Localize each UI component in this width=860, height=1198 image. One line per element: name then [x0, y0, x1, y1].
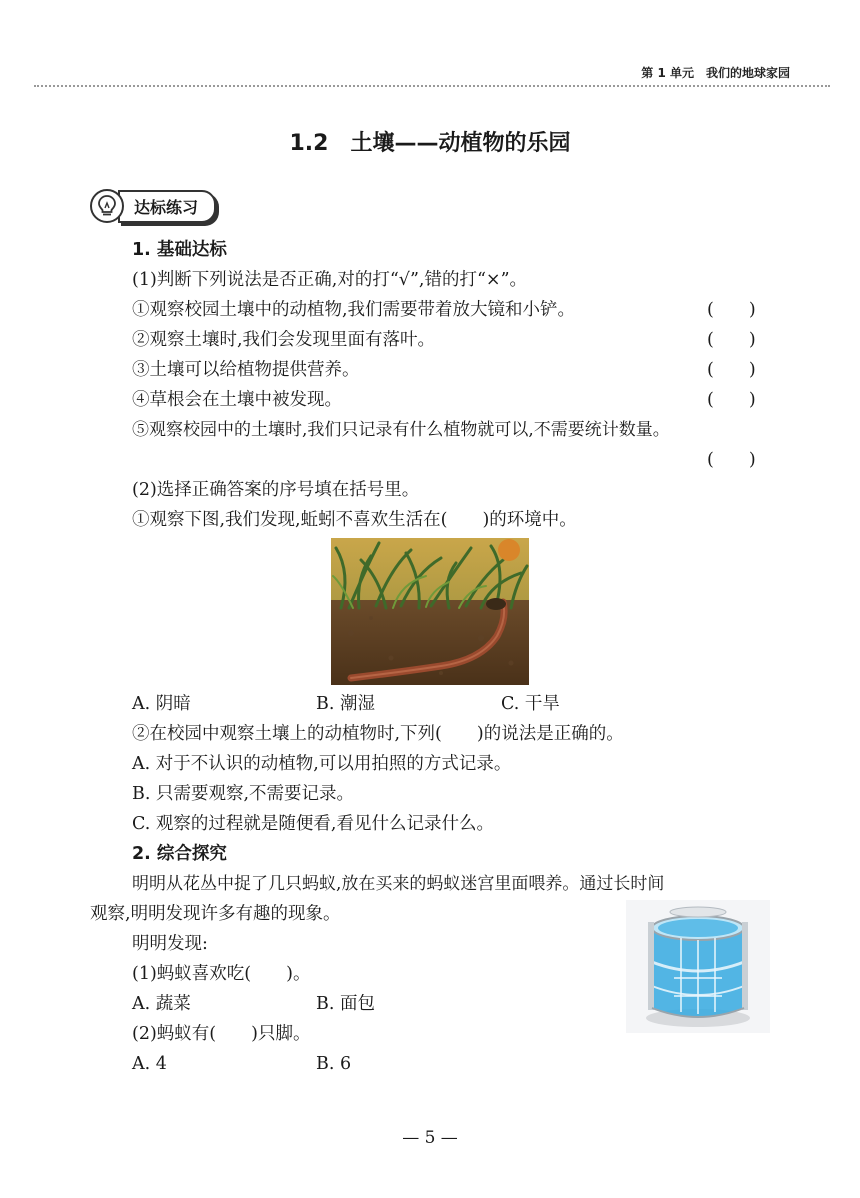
- judge-item-5: ⑤观察校园中的土壤时,我们只记录有什么植物就可以,不需要统计数量。: [132, 420, 670, 440]
- unit-header: 第 1 单元 我们的地球家园: [641, 66, 790, 80]
- q2-1-option-b: B. 潮湿: [316, 694, 375, 714]
- lightbulb-icon: [90, 189, 124, 223]
- judge-item-4: ④草根会在土壤中被发现。: [132, 390, 342, 410]
- section-basic-heading: 1. 基础达标: [132, 240, 227, 260]
- explore-q2: (2)蚂蚁有( )只脚。: [132, 1024, 311, 1044]
- practice-badge: [90, 190, 216, 222]
- answer-paren-4[interactable]: ( ): [707, 390, 756, 410]
- q2-1-question: ①观察下图,我们发现,蚯蚓不喜欢生活在( )的环境中。: [132, 510, 577, 530]
- judge-item-1: ①观察校园土壤中的动植物,我们需要带着放大镜和小铲。: [132, 300, 576, 320]
- q2-instruction: (2)选择正确答案的序号填在括号里。: [132, 480, 420, 500]
- q2-1-option-a: A. 阴暗: [132, 694, 191, 714]
- answer-paren-1[interactable]: ( ): [707, 300, 756, 320]
- q2-2-option-b: B. 只需要观察,不需要记录。: [132, 784, 355, 804]
- q2-2-option-c: C. 观察的过程就是随便看,看见什么记录什么。: [132, 814, 494, 834]
- header-divider: [34, 85, 830, 87]
- lesson-title-text: 土壤——动植物的乐园: [350, 131, 571, 156]
- q2-1-option-c: C. 干旱: [501, 694, 560, 714]
- answer-paren-2[interactable]: ( ): [707, 330, 756, 350]
- explore-paragraph-line-1: 明明从花丛中捉了几只蚂蚁,放在买来的蚂蚁迷宫里面喂养。通过长时间: [132, 874, 665, 894]
- section-explore-heading: 2. 综合探究: [132, 844, 227, 864]
- lesson-title: [0, 126, 860, 157]
- judge-item-2: ②观察土壤时,我们会发现里面有落叶。: [132, 330, 436, 350]
- ant-maze-image: [626, 900, 770, 1033]
- answer-paren-5[interactable]: ( ): [707, 450, 756, 470]
- q1-instruction: (1)判断下列说法是否正确,对的打“√”,错的打“×”。: [132, 270, 528, 290]
- q2-2-option-a: A. 对于不认识的动植物,可以用拍照的方式记录。: [132, 754, 512, 774]
- answer-paren-3[interactable]: ( ): [707, 360, 756, 380]
- explore-q1: (1)蚂蚁喜欢吃( )。: [132, 964, 311, 984]
- explore-q1-option-b: B. 面包: [316, 994, 375, 1014]
- page-number: — 5 —: [402, 1128, 458, 1148]
- explore-q2-option-a: A. 4: [132, 1054, 167, 1074]
- lesson-number: 1.2: [289, 131, 329, 156]
- judge-item-3: ③土壤可以给植物提供营养。: [132, 360, 360, 380]
- earthworm-image: [331, 538, 529, 685]
- explore-paragraph-line-2: 观察,明明发现许多有趣的现象。: [90, 904, 341, 924]
- badge-label: 达标练习: [118, 190, 216, 223]
- explore-q1-option-a: A. 蔬菜: [132, 994, 191, 1014]
- found-label: 明明发现:: [132, 934, 208, 954]
- q2-2-question: ②在校园中观察土壤上的动植物时,下列( )的说法是正确的。: [132, 724, 624, 744]
- explore-q2-option-b: B. 6: [316, 1054, 352, 1074]
